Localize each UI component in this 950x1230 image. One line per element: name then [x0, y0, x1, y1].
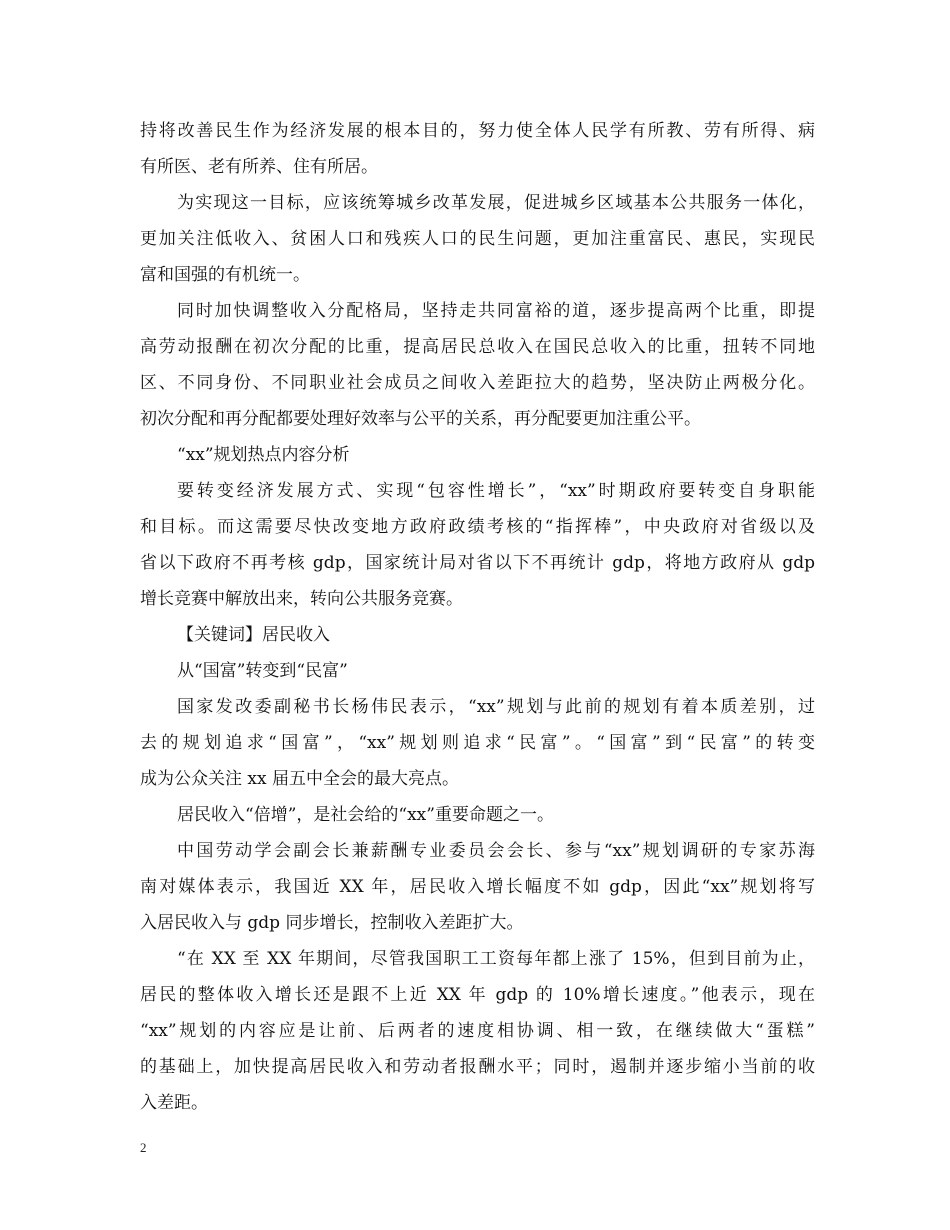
text-line: 国家发改委副秘书长杨伟民表示，“xx”规划与此前的规划有着本质差别，过: [177, 697, 815, 717]
text-line: 居民的整体收入增长还是跟不上近 XX 年 gdp 的 10%增长速度。”他表示，现在: [140, 985, 815, 1005]
text-line: 为实现这一目标，应该统筹城乡改革发展，促进城乡区域基本公共服务一体化，: [177, 193, 815, 213]
text-line: “xx”规划热点内容分析: [177, 445, 350, 465]
text-line: 南对媒体表示，我国近 XX 年，居民收入增长幅度不如 gdp，因此“xx”规划将写: [140, 877, 815, 897]
text-line: 持将改善民生作为经济发展的根本目的，努力使全体人民学有所教、劳有所得、病: [140, 121, 815, 141]
text-line: 成为公众关注 xx 届五中全会的最大亮点。: [140, 769, 459, 789]
text-line: 增长竞赛中解放出来，转向公共服务竞赛。: [140, 589, 463, 609]
text-line: 更加关注低收入、贫困人口和残疾人口的民生问题，更加注重富民、惠民，实现民: [140, 229, 815, 249]
text-line: 从“国富”转变到“民富”: [177, 661, 348, 681]
text-line: 和目标。而这需要尽快改变地方政府政绩考核的“指挥棒”，中央政府对省级以及: [140, 517, 815, 537]
text-line: “在 XX 至 XX 年期间，尽管我国职工工资每年都上涨了 15%，但到目前为止，: [177, 949, 815, 969]
text-line: 富和国强的有机统一。: [140, 265, 310, 285]
text-line: 区、不同身份、不同职业社会成员之间收入差距拉大的趋势，坚决防止两极分化。: [140, 373, 815, 393]
text-line: “xx”规划的内容应是让前、后两者的速度相协调、相一致，在继续做大“蛋糕”: [140, 1021, 815, 1041]
text-line: 有所医、老有所养、住有所居。: [140, 157, 378, 177]
text-line: 去的规划追求“国富”，“xx”规划则追求“民富”。“国富”到“民富”的转变: [140, 733, 815, 753]
text-line: 中国劳动学会副会长兼薪酬专业委员会会长、参与“xx”规划调研的专家苏海: [177, 841, 815, 861]
text-line: 【关键词】居民收入: [177, 625, 330, 645]
text-line: 入差距。: [140, 1093, 208, 1113]
text-line: 高劳动报酬在初次分配的比重，提高居民总收入在国民总收入的比重，扭转不同地: [140, 337, 815, 357]
text-line: 同时加快调整收入分配格局，坚持走共同富裕的道，逐步提高两个比重，即提: [177, 301, 815, 321]
text-line: 省以下政府不再考核 gdp，国家统计局对省以下不再统计 gdp，将地方政府从 gdp: [140, 553, 815, 573]
text-line: 初次分配和再分配都要处理好效率与公平的关系，再分配要更加注重公平。: [140, 409, 701, 429]
page-number: 2: [140, 1140, 147, 1155]
document-body: [140, 113, 815, 1121]
text-line: 要转变经济发展方式、实现“包容性增长”，“xx”时期政府要转变自身职能: [177, 481, 815, 501]
text-line: 入居民收入与 gdp 同步增长，控制收入差距扩大。: [140, 913, 524, 933]
text-line: 的基础上，加快提高居民收入和劳动者报酬水平；同时，遏制并逐步缩小当前的收: [140, 1057, 815, 1077]
text-line: 居民收入“倍增”，是社会给的“xx”重要命题之一。: [177, 805, 554, 825]
